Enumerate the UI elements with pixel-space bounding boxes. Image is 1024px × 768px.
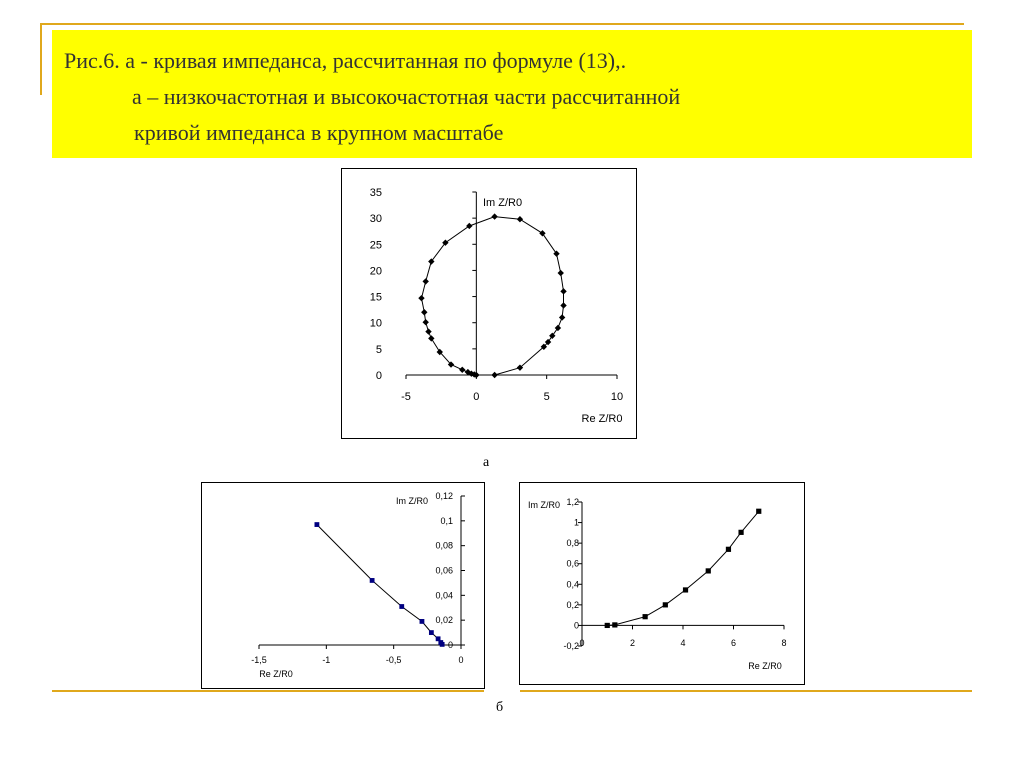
- data-point: [738, 530, 743, 535]
- data-point: [612, 622, 617, 627]
- data-point: [422, 319, 428, 325]
- title-box: [52, 30, 972, 158]
- data-point: [560, 288, 566, 294]
- data-point: [420, 619, 425, 624]
- y-tick-label: 0,06: [435, 565, 453, 576]
- y-tick-label: 5: [375, 343, 382, 356]
- y-tick-label: 25: [369, 239, 382, 252]
- x-tick-label: 8: [781, 638, 787, 648]
- y-tick-label: 0: [573, 620, 579, 631]
- x-tick-label: -1: [322, 655, 331, 665]
- y-tick-label: 1,2: [566, 497, 579, 507]
- y-tick-label: 1: [573, 517, 579, 528]
- title-line-3: кривой импеданса в крупном масштабе: [134, 120, 504, 145]
- low-frequency-chart: [201, 482, 485, 689]
- data-point: [315, 522, 320, 527]
- bottom-accent-line-right: [520, 690, 972, 692]
- y-tick-label: 0,8: [566, 538, 579, 549]
- y-tick-label: 0,08: [435, 540, 453, 551]
- bottom-accent-line-left: [52, 690, 484, 692]
- x-tick-label: -1,5: [251, 655, 267, 665]
- series-line: [607, 511, 759, 625]
- y-axis-label: Im Z/R0: [483, 197, 523, 209]
- y-tick-label: 0,12: [435, 491, 453, 501]
- y-tick-label: 0: [375, 370, 382, 382]
- data-point: [643, 614, 648, 619]
- data-point: [399, 604, 404, 609]
- data-point: [560, 302, 566, 308]
- data-point: [466, 223, 472, 229]
- y-tick-label: 0: [447, 640, 453, 650]
- data-point: [459, 367, 465, 373]
- x-tick-label: -0,5: [385, 655, 402, 665]
- x-axis-label: Re Z/R0: [259, 669, 293, 679]
- data-point: [756, 509, 761, 514]
- y-tick-label: 0,02: [435, 615, 453, 626]
- data-point: [683, 587, 688, 592]
- data-point: [726, 547, 731, 552]
- high-frequency-chart: [519, 482, 805, 685]
- data-point: [491, 213, 497, 219]
- high-frequency-chart-plot: [520, 483, 806, 686]
- data-point: [429, 630, 434, 635]
- data-point: [549, 333, 555, 339]
- x-tick-label: 2: [629, 638, 636, 648]
- y-tick-label: 10: [369, 317, 382, 330]
- x-tick-label: 0: [473, 391, 480, 403]
- top-accent-line: [40, 23, 964, 25]
- y-tick-label: 0,2: [566, 599, 579, 610]
- x-tick-label: 0: [579, 638, 585, 648]
- data-point: [559, 314, 565, 320]
- series-line: [317, 525, 442, 645]
- series-line: [422, 217, 564, 375]
- data-point: [663, 602, 668, 607]
- x-tick-label: -5: [401, 391, 411, 403]
- caption-b: б: [496, 700, 504, 715]
- x-tick-label: 10: [610, 391, 624, 403]
- y-tick-label: 0,1: [440, 515, 453, 526]
- y-tick-label: 35: [369, 187, 382, 199]
- low-frequency-chart-plot: [202, 483, 486, 690]
- title-line-1: Рис.6. а - кривая импеданса, рассчитанная по формуле (13),.: [64, 48, 627, 73]
- y-axis-label: Im Z/R0: [395, 496, 428, 506]
- title-line-2: а – низкочастотная и высокочастотная части рассчитанной: [132, 84, 681, 109]
- x-tick-label: 0: [458, 655, 464, 665]
- y-tick-label: 0,4: [566, 579, 579, 590]
- data-point: [370, 578, 375, 583]
- x-axis-label: Re Z/R0: [748, 661, 782, 671]
- y-tick-label: 20: [369, 265, 382, 278]
- data-point: [422, 278, 428, 284]
- data-point: [421, 309, 427, 315]
- data-point: [553, 250, 559, 256]
- data-point: [418, 295, 424, 301]
- data-point: [517, 216, 523, 222]
- data-point: [440, 642, 445, 647]
- y-tick-label: -0,2: [563, 641, 579, 651]
- x-tick-label: 4: [680, 638, 686, 648]
- data-point: [491, 372, 497, 378]
- x-tick-label: 5: [543, 391, 550, 403]
- data-point: [605, 623, 610, 628]
- y-tick-label: 0,04: [435, 590, 453, 601]
- y-tick-label: 30: [369, 213, 382, 226]
- caption-a: а: [483, 455, 490, 470]
- y-tick-label: 0,6: [566, 558, 579, 569]
- data-point: [428, 335, 434, 341]
- impedance-chart-a-plot: [342, 169, 638, 440]
- data-point: [539, 230, 545, 236]
- x-axis-label: Re Z/R0: [581, 413, 623, 425]
- y-axis-label: Im Z/R0: [528, 500, 561, 510]
- data-point: [558, 270, 564, 276]
- y-tick-label: 15: [369, 291, 382, 304]
- impedance-chart-a: [341, 168, 637, 439]
- left-accent-line: [40, 23, 42, 95]
- data-point: [425, 328, 431, 334]
- x-tick-label: 6: [730, 638, 737, 648]
- data-point: [706, 568, 711, 573]
